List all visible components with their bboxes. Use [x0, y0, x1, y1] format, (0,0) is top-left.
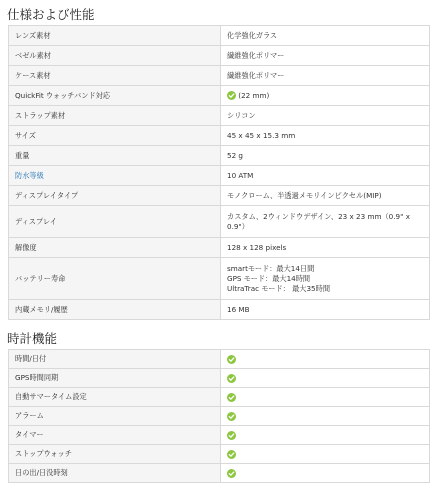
- row-value: モノクローム、半透過メモリインピクセル(MIP): [221, 186, 430, 206]
- spec-table: [8, 25, 430, 320]
- table-row: [9, 66, 430, 86]
- row-value: [221, 445, 430, 464]
- row-label: ストップウォッチ: [9, 445, 221, 464]
- row-value: [221, 426, 430, 445]
- clock-table: [8, 349, 430, 483]
- spec-section-title: 仕様および性能: [7, 7, 95, 22]
- display-line: カスタム、2ウィンドウデザイン、23 x 23 mm（0.9" x: [227, 211, 410, 221]
- row-value: [221, 388, 430, 407]
- check-icon: [227, 469, 236, 478]
- battery-line: GPS モード：最大14時間: [227, 273, 311, 283]
- row-label: タイマー: [9, 426, 221, 445]
- row-value: 化学強化ガラス: [221, 26, 430, 46]
- display-line: 0.9"）: [227, 221, 249, 231]
- row-label: サイズ: [9, 126, 221, 146]
- row-label: 内蔵メモリ/履歴: [9, 300, 221, 320]
- row-label: 時間/日付: [9, 350, 221, 369]
- row-label: レンズ素材: [9, 26, 221, 46]
- row-value: [221, 258, 430, 300]
- row-value: [221, 86, 430, 106]
- row-value: 繊維強化ポリマー: [221, 46, 430, 66]
- table-row: [9, 106, 430, 126]
- water-rating-link[interactable]: 防水等級: [15, 170, 44, 180]
- table-row: [9, 46, 430, 66]
- row-label: [9, 166, 221, 186]
- row-label: 自動サマータイム設定: [9, 388, 221, 407]
- quickfit-size: (22 mm): [238, 90, 270, 100]
- table-row: [9, 146, 430, 166]
- battery-line: smartモード：最大14日間: [227, 263, 315, 273]
- table-row: [9, 350, 430, 369]
- row-value: [221, 206, 430, 238]
- row-label: ディスプレイ: [9, 206, 221, 238]
- table-row: [9, 186, 430, 206]
- row-value: [221, 464, 430, 483]
- row-value: 128 x 128 pixels: [221, 238, 430, 258]
- row-value: [221, 369, 430, 388]
- row-value: 52 g: [221, 146, 430, 166]
- row-value: 16 MB: [221, 300, 430, 320]
- row-label: ストラップ素材: [9, 106, 221, 126]
- check-icon: [227, 393, 236, 402]
- row-value: 45 x 45 x 15.3 mm: [221, 126, 430, 146]
- table-row: [9, 426, 430, 445]
- table-row: [9, 166, 430, 186]
- row-label: バッテリー寿命: [9, 258, 221, 300]
- table-row: [9, 126, 430, 146]
- table-row: [9, 26, 430, 46]
- row-label: ディスプレイタイプ: [9, 186, 221, 206]
- row-label: 日の出/日没時刻: [9, 464, 221, 483]
- table-row: [9, 464, 430, 483]
- row-label: ベゼル素材: [9, 46, 221, 66]
- battery-line: UltraTrac モード： 最大35時間: [227, 283, 331, 293]
- row-label: QuickFit ウォッチバンド対応: [9, 86, 221, 106]
- row-label: アラーム: [9, 407, 221, 426]
- row-label: GPS時間同期: [9, 369, 221, 388]
- check-icon: [227, 374, 236, 383]
- check-icon: [227, 450, 236, 459]
- table-row: [9, 86, 430, 106]
- table-row: [9, 407, 430, 426]
- table-row: [9, 388, 430, 407]
- clock-section-title: 時計機能: [7, 331, 58, 346]
- row-value: 10 ATM: [221, 166, 430, 186]
- row-label: 重量: [9, 146, 221, 166]
- check-icon: [227, 431, 236, 440]
- check-icon: [227, 91, 236, 100]
- table-row: [9, 206, 430, 238]
- row-value: [221, 350, 430, 369]
- table-row: [9, 369, 430, 388]
- table-row: [9, 300, 430, 320]
- row-value: [221, 407, 430, 426]
- check-icon: [227, 412, 236, 421]
- table-row: [9, 445, 430, 464]
- row-label: 解像度: [9, 238, 221, 258]
- table-row: [9, 258, 430, 300]
- row-value: 繊維強化ポリマー: [221, 66, 430, 86]
- row-label: ケース素材: [9, 66, 221, 86]
- row-value: シリコン: [221, 106, 430, 126]
- check-icon: [227, 355, 236, 364]
- table-row: [9, 238, 430, 258]
